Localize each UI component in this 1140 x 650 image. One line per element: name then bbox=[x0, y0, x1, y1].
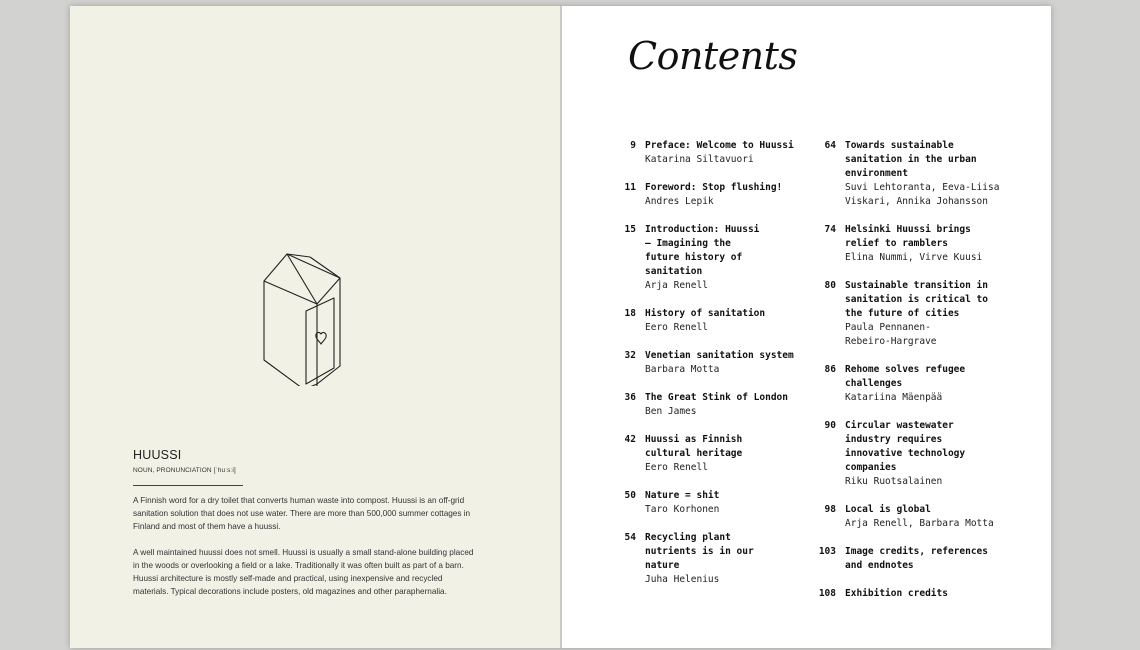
toc-page-number: 18 bbox=[624, 308, 636, 319]
toc-entry[interactable] bbox=[816, 279, 1011, 349]
description-paragraph: A well maintained huussi does not smell. Huussi is usually a small stand-alone building placed in the woods or overlooking a field or a lake. Traditionally it was often built as part of a barn. Huussi architecture is mostly self-made and practical, using inexpensive and recycled materials. Typical decorations include posters, old magazines and other paraphernalia. bbox=[133, 548, 474, 596]
toc-entry[interactable] bbox=[616, 307, 811, 335]
divider bbox=[133, 485, 243, 486]
toc-entry[interactable] bbox=[616, 391, 811, 419]
toc-author: Katarina Siltavuori bbox=[645, 154, 754, 165]
toc-entry[interactable] bbox=[816, 503, 1011, 531]
toc-author: Andres Lepik bbox=[645, 196, 714, 207]
toc-entry[interactable] bbox=[816, 587, 1011, 601]
toc-page-number: 74 bbox=[824, 224, 836, 235]
toc-title: Recycling plant nutrients is in our nature bbox=[645, 532, 754, 571]
toc-page-number: 103 bbox=[818, 546, 836, 557]
right-page bbox=[562, 6, 1051, 648]
toc-title: Circular wastewater industry requires innovative technology companies bbox=[845, 420, 966, 473]
toc-entry[interactable] bbox=[816, 223, 1011, 265]
toc-title: Local is global bbox=[845, 504, 931, 515]
toc-title: Foreword: Stop flushing! bbox=[645, 182, 783, 193]
toc-author: Paula Pennanen-Rebeiro-Hargrave bbox=[845, 322, 937, 347]
toc-page-number: 42 bbox=[624, 434, 636, 445]
toc-title: The Great Stink of London bbox=[645, 392, 788, 403]
toc-entry[interactable] bbox=[616, 181, 811, 209]
toc-entry[interactable] bbox=[616, 349, 811, 377]
toc-author: Barbara Motta bbox=[645, 364, 720, 375]
toc-entry[interactable] bbox=[616, 433, 811, 475]
toc-title: Introduction: Huussi – Imagining the future history of sanitation bbox=[645, 224, 760, 277]
toc-page-number: 50 bbox=[624, 490, 636, 501]
toc-column-1 bbox=[616, 139, 811, 601]
toc-entry[interactable] bbox=[616, 489, 811, 517]
toc-page-number: 32 bbox=[624, 350, 636, 361]
toc-entry[interactable] bbox=[816, 139, 1011, 209]
toc-entry[interactable] bbox=[616, 139, 811, 167]
toc-page-number: 108 bbox=[818, 588, 836, 599]
toc-title: Exhibition credits bbox=[845, 588, 948, 599]
toc-entry[interactable] bbox=[616, 223, 811, 293]
toc-entry[interactable] bbox=[816, 545, 1011, 573]
toc-title: Helsinki Huussi brings relief to ramblers bbox=[845, 224, 971, 249]
toc-title: History of sanitation bbox=[645, 308, 766, 319]
toc-author: Eero Renell bbox=[645, 462, 708, 473]
pronunciation: NOUN, PRONUNCIATION [ˈhuːsːi] bbox=[133, 467, 236, 474]
toc-author: Elina Nummi, Virve Kuusi bbox=[845, 252, 983, 263]
book-spread bbox=[70, 6, 1051, 648]
toc-title: Sustainable transition in sanitation is critical to the future of cities bbox=[845, 280, 988, 319]
toc-title: Preface: Welcome to Huussi bbox=[645, 140, 794, 151]
toc-title: Venetian sanitation system bbox=[645, 350, 794, 361]
toc-page-number: 86 bbox=[824, 364, 836, 375]
definition-paragraph: A Finnish word for a dry toilet that converts human waste into compost. Huussi is an off-grid sanitation solution that does not use water. There are more than 500,000 summer cottages in Finland and most of them have a huussi. bbox=[133, 496, 471, 531]
left-page bbox=[70, 6, 561, 648]
toc-title: Image credits, references and endnotes bbox=[845, 546, 988, 571]
toc-author: Riku Ruotsalainen bbox=[845, 476, 943, 487]
toc-author: Katariina Mäenpää bbox=[845, 392, 943, 403]
toc-page-number: 54 bbox=[624, 532, 636, 543]
toc-page-number: 98 bbox=[824, 504, 836, 515]
toc-author: Arja Renell, Barbara Motta bbox=[845, 518, 994, 529]
toc-page-number: 80 bbox=[824, 280, 836, 291]
toc-page-number: 15 bbox=[624, 224, 636, 235]
dictionary-term: HUUSSI bbox=[133, 448, 182, 462]
toc-author: Ben James bbox=[645, 406, 697, 417]
toc-title: Nature = shit bbox=[645, 490, 720, 501]
outhouse-with-heart-icon bbox=[260, 244, 346, 386]
toc-title: Towards sustainable sanitation in the urban environment bbox=[845, 140, 977, 179]
toc-author: Arja Renell bbox=[645, 280, 708, 291]
toc-page-number: 64 bbox=[824, 140, 836, 151]
page-title: Contents bbox=[628, 34, 798, 78]
toc-author: Juha Helenius bbox=[645, 574, 720, 585]
toc-column-2 bbox=[816, 139, 1011, 615]
toc-page-number: 9 bbox=[630, 140, 636, 151]
toc-entry[interactable] bbox=[816, 419, 1011, 489]
toc-title: Huussi as Finnish cultural heritage bbox=[645, 434, 743, 459]
toc-entry[interactable] bbox=[616, 531, 811, 587]
toc-page-number: 90 bbox=[824, 420, 836, 431]
toc-author: Taro Korhonen bbox=[645, 504, 720, 515]
toc-page-number: 11 bbox=[624, 182, 636, 193]
toc-author: Eero Renell bbox=[645, 322, 708, 333]
toc-page-number: 36 bbox=[624, 392, 636, 403]
toc-entry[interactable] bbox=[816, 363, 1011, 405]
toc-author: Suvi Lehtoranta, Eeva-Liisa Viskari, Annika Johansson bbox=[845, 182, 1000, 207]
toc-title: Rehome solves refugee challenges bbox=[845, 364, 966, 389]
